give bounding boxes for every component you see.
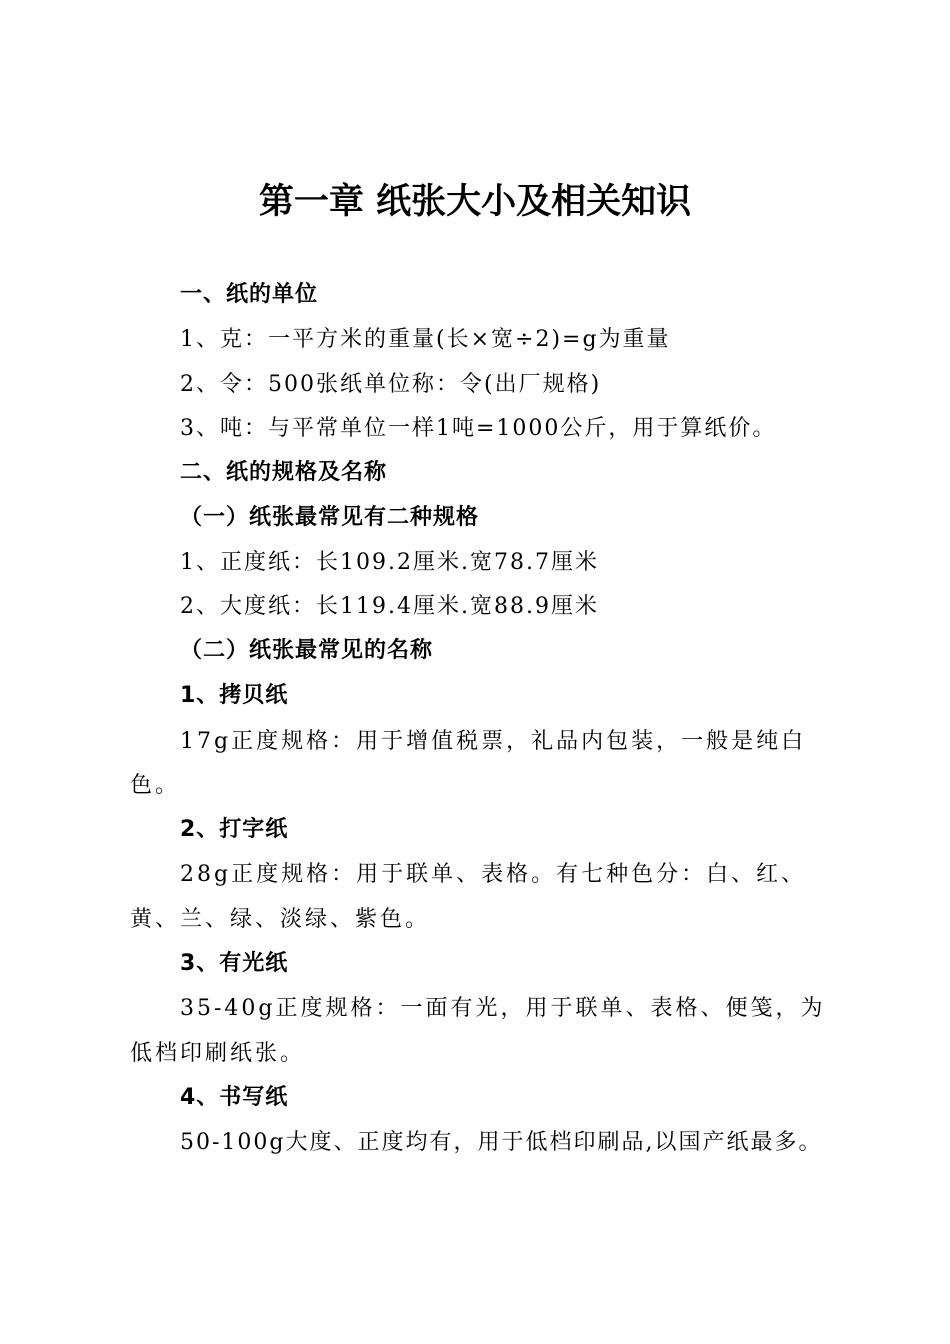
chapter-title: 第一章 纸张大小及相关知识 xyxy=(258,182,692,222)
paper-name-typing: 2、打字纸 xyxy=(180,817,289,842)
paper-desc-writing-line1: 50-100g大度、正度均有，用于低档印刷品,以国产纸最多。 xyxy=(180,1130,823,1155)
unit-item-ream: 2、令：500张纸单位称：令(出厂规格) xyxy=(180,372,602,397)
size-item-large: 2、大度纸：长119.4厘米.宽88.9厘米 xyxy=(180,594,599,619)
paper-name-glossy: 3、有光纸 xyxy=(180,951,289,976)
paper-desc-typing-line2: 黄、兰、绿、淡绿、紫色。 xyxy=(130,907,431,932)
size-item-standard: 1、正度纸：长109.2厘米.宽78.7厘米 xyxy=(180,550,599,575)
paper-name-writing: 4、书写纸 xyxy=(180,1085,289,1110)
unit-item-gram: 1、克：一平方米的重量(长×宽÷2)=g为重量 xyxy=(180,327,671,352)
section-heading-units: 一、纸的单位 xyxy=(180,282,319,307)
section-heading-specs: 二、纸的规格及名称 xyxy=(180,460,388,485)
paper-name-copy: 1、拷贝纸 xyxy=(180,683,289,708)
paper-desc-typing-line1: 28g正度规格：用于联单、表格。有七种色分：白、红、 xyxy=(180,862,807,887)
paper-desc-glossy-line1: 35-40g正度规格：一面有光，用于联单、表格、便笺，为 xyxy=(180,996,826,1021)
paper-desc-glossy-line2: 低档印刷纸张。 xyxy=(130,1041,306,1066)
subsection-heading-names: （二）纸张最常见的名称 xyxy=(180,638,434,663)
paper-desc-copy-line1: 17g正度规格：用于增值税票，礼品内包装，一般是纯白 xyxy=(180,729,807,754)
paper-desc-copy-line2: 色。 xyxy=(130,773,181,798)
subsection-heading-sizes: （一）纸张最常见有二种规格 xyxy=(180,505,480,530)
unit-item-ton: 3、吨：与平常单位一样1吨=1000公斤，用于算纸价。 xyxy=(180,416,777,441)
